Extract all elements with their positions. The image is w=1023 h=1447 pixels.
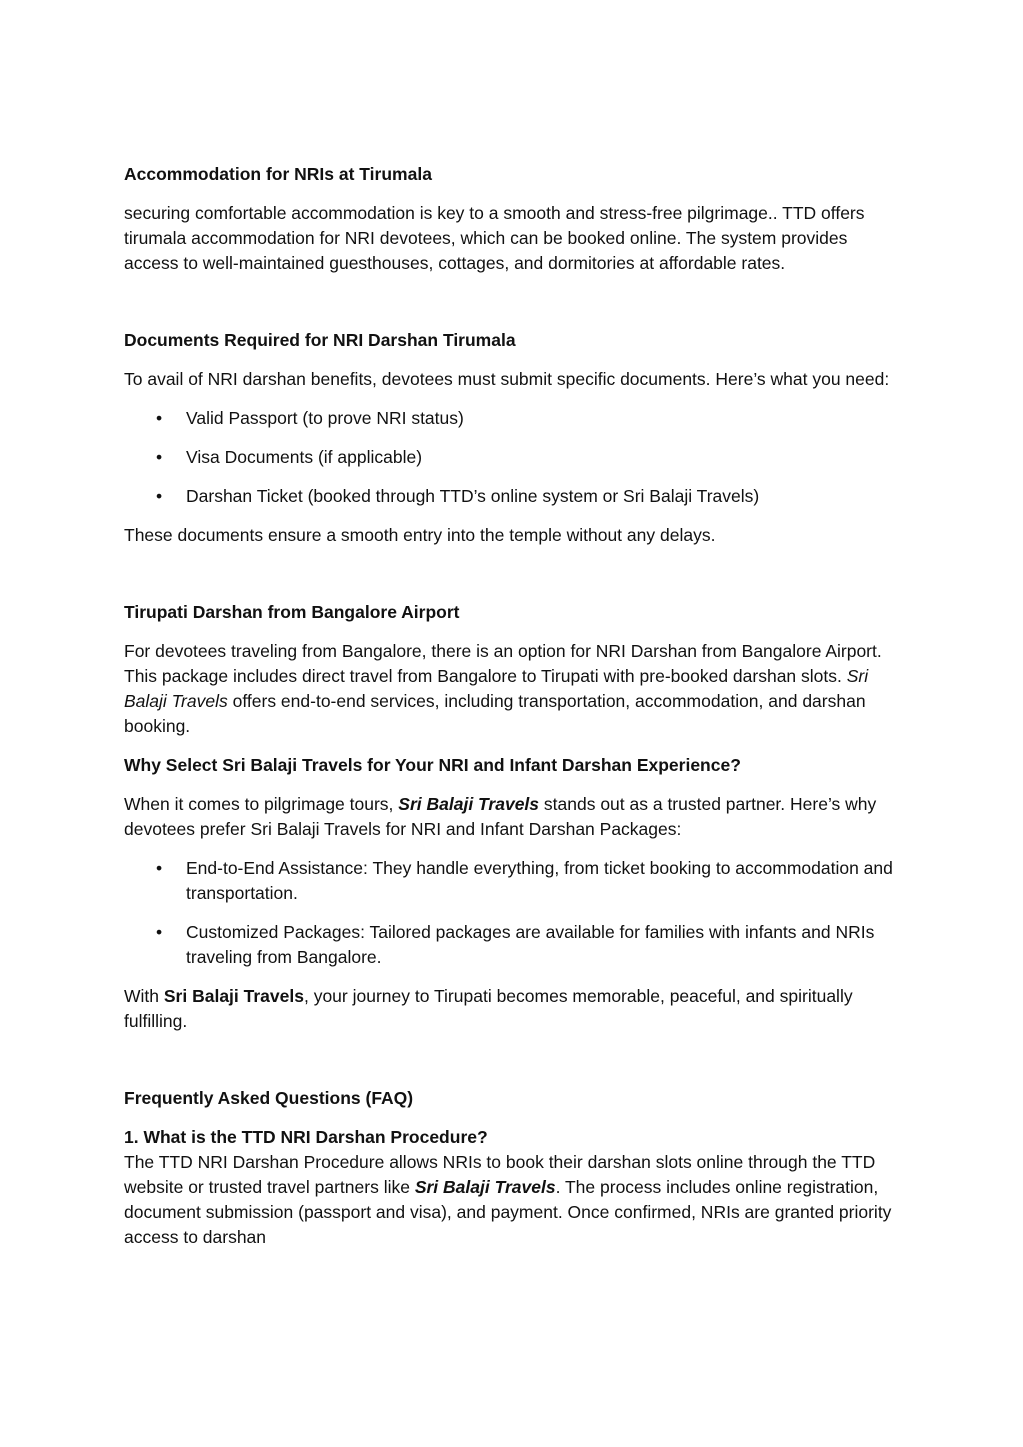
section-why <box>124 753 904 1034</box>
document-page <box>124 162 904 1302</box>
section-bangalore <box>124 600 904 739</box>
text-run: stands out as a trusted partner. Here’s why devotees prefer Sri Balaji Travels for NRI and Infant Darshan Packages: <box>124 794 877 839</box>
paragraph-why-intro <box>124 792 904 842</box>
brand-name-bold-italic: Sri Balaji Travels <box>398 794 540 814</box>
heading-faq: Frequently Asked Questions (FAQ) <box>124 1088 414 1108</box>
heading-accommodation: Accommodation for NRIs at Tirumala <box>124 164 432 184</box>
text-run: , your journey to Tirupati becomes memorable, peaceful, and spiritually fulfilling. <box>124 986 853 1031</box>
section-faq <box>124 1086 904 1250</box>
paragraph-bangalore <box>124 639 904 739</box>
brand-name-italic: Sri Balaji Travels <box>124 666 869 711</box>
faq-answer <box>124 1150 904 1250</box>
section-documents <box>124 328 904 548</box>
heading-documents: Documents Required for NRI Darshan Tirumala <box>124 330 516 350</box>
heading-bangalore: Tirupati Darshan from Bangalore Airport <box>124 602 460 622</box>
list-item: • Visa Documents (if applicable) <box>186 445 904 470</box>
documents-list <box>124 406 904 509</box>
text-run: For devotees traveling from Bangalore, there is an option for NRI Darshan from Bangalore Airport. This package includes direct travel from Bangalore to Tirupati with pre-booked darshan slots. <box>124 641 882 686</box>
text-run: The TTD NRI Darshan Procedure allows NRIs to book their darshan slots online through the TTD website or trusted travel partners like <box>124 1152 876 1197</box>
section-accommodation <box>124 162 904 276</box>
brand-name-bold-italic: Sri Balaji Travels <box>414 1177 556 1197</box>
why-list <box>124 856 904 970</box>
list-item: • Darshan Ticket (booked through TTD’s online system or Sri Balaji Travels) <box>186 484 904 509</box>
text-run: When it comes to pilgrimage tours, <box>124 794 399 814</box>
list-item: • End-to-End Assistance: They handle everything, from ticket booking to accommodation and transportation. <box>186 856 904 906</box>
text-run: offers end-to-end services, including transportation, accommodation, and darshan booking. <box>124 691 866 736</box>
faq-question: 1. What is the TTD NRI Darshan Procedure? <box>124 1127 488 1147</box>
paragraph-why-outro <box>124 984 904 1034</box>
text-run: . The process includes online registration, document submission (passport and visa), and payment. Once confirmed, NRIs are granted priority access to darshan <box>124 1177 892 1247</box>
paragraph-documents-outro: These documents ensure a smooth entry into the temple without any delays. <box>124 525 716 545</box>
heading-why: Why Select Sri Balaji Travels for Your NRI and Infant Darshan Experience? <box>124 755 741 775</box>
list-item: • Valid Passport (to prove NRI status) <box>186 406 904 431</box>
paragraph-accommodation: securing comfortable accommodation is key to a smooth and stress-free pilgrimage.. TTD offers tirumala accommodation for NRI devotees, which can be booked online. The system provides access to well-maintained guesthouses, cottages, and dormitories at affordable rates. <box>124 203 865 273</box>
list-item: • Customized Packages: Tailored packages are available for families with infants and NRIs traveling from Bangalore. <box>186 920 904 970</box>
text-run: With <box>124 986 164 1006</box>
brand-name-bold: Sri Balaji Travels <box>163 986 304 1006</box>
paragraph-documents-intro: To avail of NRI darshan benefits, devotees must submit specific documents. Here’s what you need: <box>124 369 890 389</box>
